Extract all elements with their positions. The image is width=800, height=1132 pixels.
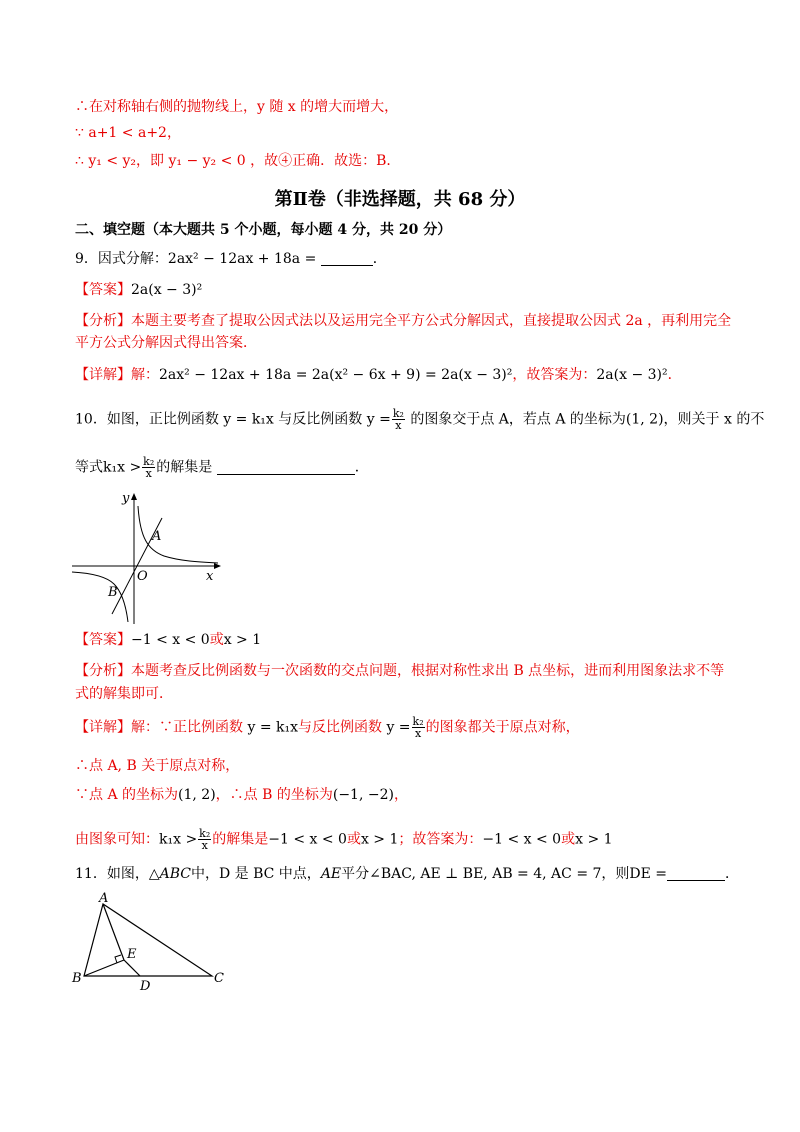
q10-ineq-lhs: k₁x > [103,459,142,476]
q10-answer-a: −1 < x < 0 [131,632,210,648]
label-b: B [72,971,82,986]
q10-f1: y = k₁x [223,411,274,428]
intro-line-3b: ，即 y₁ − y₂ < 0 ，故④正确．故选：B． [136,153,401,169]
q10-detail-1 [75,716,580,739]
y-axis-arrow [131,493,137,500]
q9-detail [75,365,682,385]
q9-answer-value: 2a(x − 3)² [131,282,203,298]
intro-line-3a: ∴ y₁ < y₂ [75,153,137,169]
q10-d4-fraction [198,828,211,851]
q10-d1-f2-fraction [412,716,425,739]
q10-f2-fraction [392,408,405,431]
q10-stem-2 [75,456,369,479]
q10-analysis-1 [75,661,724,681]
q10-f2-lhs: y = [366,411,391,428]
segment-be [84,960,124,976]
label-d: D [140,979,151,992]
q11-de: DE = [629,866,668,882]
q10-d1-a: 解：∵正比例函数 [131,719,243,736]
section-title: 第Ⅱ卷（非选择题，共 68 分） [274,189,526,210]
q9-detail-end: ． [667,367,682,383]
q10-d1-f1: y = k₁x [247,719,298,736]
q11-end: ． [725,866,740,882]
q11-stem-d: ，则 [601,866,630,882]
q10-d4-e: ；故答案为： [398,831,483,848]
q9-stem [75,249,387,269]
q9-detail-math: 2ax² − 12ax + 18a = 2a(x² − 6x + 9) = 2a(x − 3)² [159,367,513,383]
intro-line-2: ∵ a+1 < a+2， [75,125,181,141]
q9-detail-tag: 【详解】 [75,367,131,383]
label-e: E [127,947,137,962]
q10-d4-num: k₂ [199,827,211,840]
q10-d3-end: ， [393,787,408,803]
label-c: C [214,971,224,986]
q10-answer-tag: 【答案】 [75,632,131,648]
intro-line-1: ∴在对称轴右侧的抛物线上，y 随 x 的增大而增大， [75,99,399,115]
q9-answer-tag: 【答案】 [75,282,131,298]
q10-detail-4 [75,828,613,851]
section-heading: 二、填空题（本大题共 5 个小题，每小题 4 分，共 20 分） [75,222,452,238]
q11-ae: AE [320,866,342,882]
q10-d1-f2-num: k₂ [412,715,424,728]
q11-stem [75,864,739,884]
q10-detail-2: ∴点 A, B 关于原点对称， [75,758,240,774]
q11-answer-blank [667,866,725,881]
q10-stem2-end: ． [354,459,369,476]
hyperbola-branch-1 [138,506,218,563]
q10-d4-or: 或 [346,831,361,848]
hyperbola-branch-2 [72,572,128,622]
q10-d4-or2: 或 [561,831,576,848]
fig-x-label: x [206,569,214,584]
q10-f2-num: k₂ [392,407,404,420]
q10-ineq-num: k₂ [143,455,155,468]
q10-d3-pt: (1, 2) [178,787,216,803]
q10-d4-f: −1 < x < 0 [482,831,562,848]
q10-stem-c: 的图象交于点 A，若点 A 的坐标为(1, 2)，则关于 x 的不 [410,411,765,428]
q9-analysis-2: 平方公式分解因式得出答案． [75,335,257,351]
q10-d1-f2-lhs: y = [386,719,411,736]
q10-analysis-2: 式的解集即可． [75,686,173,702]
q10-d3-pt2: (−1, −2) [332,787,394,803]
q10-d3-a: ∵点 A 的坐标为 [75,787,179,803]
q11-cond: ∠BAC, AE ⊥ BE, AB = 4, AC = 7 [369,866,602,882]
q10-d4-c: −1 < x < 0 [268,831,347,848]
q10-d4-d: x > 1 [360,831,399,848]
q10-d1-f2-den: x [414,727,422,740]
q11-stem-a: 11．如图， [75,866,149,882]
q9-stem-end: ． [372,251,387,267]
q10-analysis-tag: 【分析】 [75,663,131,679]
q10-analysis-text: 本题考查反比例函数与一次函数的交点问题，根据对称性求出 B 点坐标，进而利用图象法求不等 [131,663,725,679]
q9-analysis-text: 本题主要考查了提取公因式法以及运用完全平方公式分解因式，直接提取公因式 2a ，再利用完全 [131,313,732,329]
q10-d3-b: ，∴点 B 的坐标为 [215,787,333,803]
fig-point-b: B [108,585,118,600]
q10-d4-b: 的解集是 [212,831,269,848]
q9-answer [75,280,202,300]
q10-ineq-den: x [145,467,152,480]
q10-answer-blank [217,460,355,475]
q10-d4-g: x > 1 [575,831,613,848]
q9-detail-b: ，故答案为： [512,367,597,383]
q10-stem2-b: 的解集是 [156,459,213,476]
q10-d4-den: x [201,839,208,852]
fig-point-a: A [152,529,162,544]
q10-graph [68,488,228,626]
q9-stem-text: 9．因式分解：2ax² − 12ax + 18a = [75,251,317,267]
q10-detail-3 [75,785,408,805]
q11-stem-b: 中，D 是 BC 中点， [190,866,321,882]
q9-detail-answer: 2a(x − 3)² [596,367,668,383]
q10-f2-den: x [395,419,402,432]
q9-analysis-1 [75,311,731,331]
q10-ineq-fraction [142,456,155,479]
q10-d1-b: 与反比例函数 [297,719,382,736]
q10-stem-a: 10．如图，正比例函数 [75,411,219,428]
q10-answer [75,630,261,650]
fig-y-label: y [122,491,130,506]
q10-stem-1 [75,408,764,431]
q10-detail-tag: 【详解】 [75,719,131,736]
x-axis-arrow [214,563,221,569]
fig-origin: O [137,569,148,584]
q10-answer-b: x > 1 [223,632,262,648]
q10-stem-b: 与反比例函数 [278,411,363,428]
q10-d4-lhs: k₁x > [159,831,198,848]
segment-ae [103,904,124,960]
triangle-abc [84,904,212,976]
label-a: A [99,891,109,906]
q10-d1-c: 的图象都关于原点对称， [425,719,580,736]
q9-detail-a: 解： [131,367,159,383]
q10-d4-a: 由图象可知： [75,831,159,848]
intro-line-3 [75,151,400,171]
q10-answer-or: 或 [209,632,224,648]
q10-stem2-a: 等式 [75,459,103,476]
q9-analysis-tag: 【分析】 [75,313,131,329]
q11-triangle-figure [70,890,240,992]
q9-answer-blank [321,251,373,266]
q11-tri: △ABC [148,866,191,882]
q11-stem-c: 平分 [341,866,370,882]
segment-de [124,960,140,976]
